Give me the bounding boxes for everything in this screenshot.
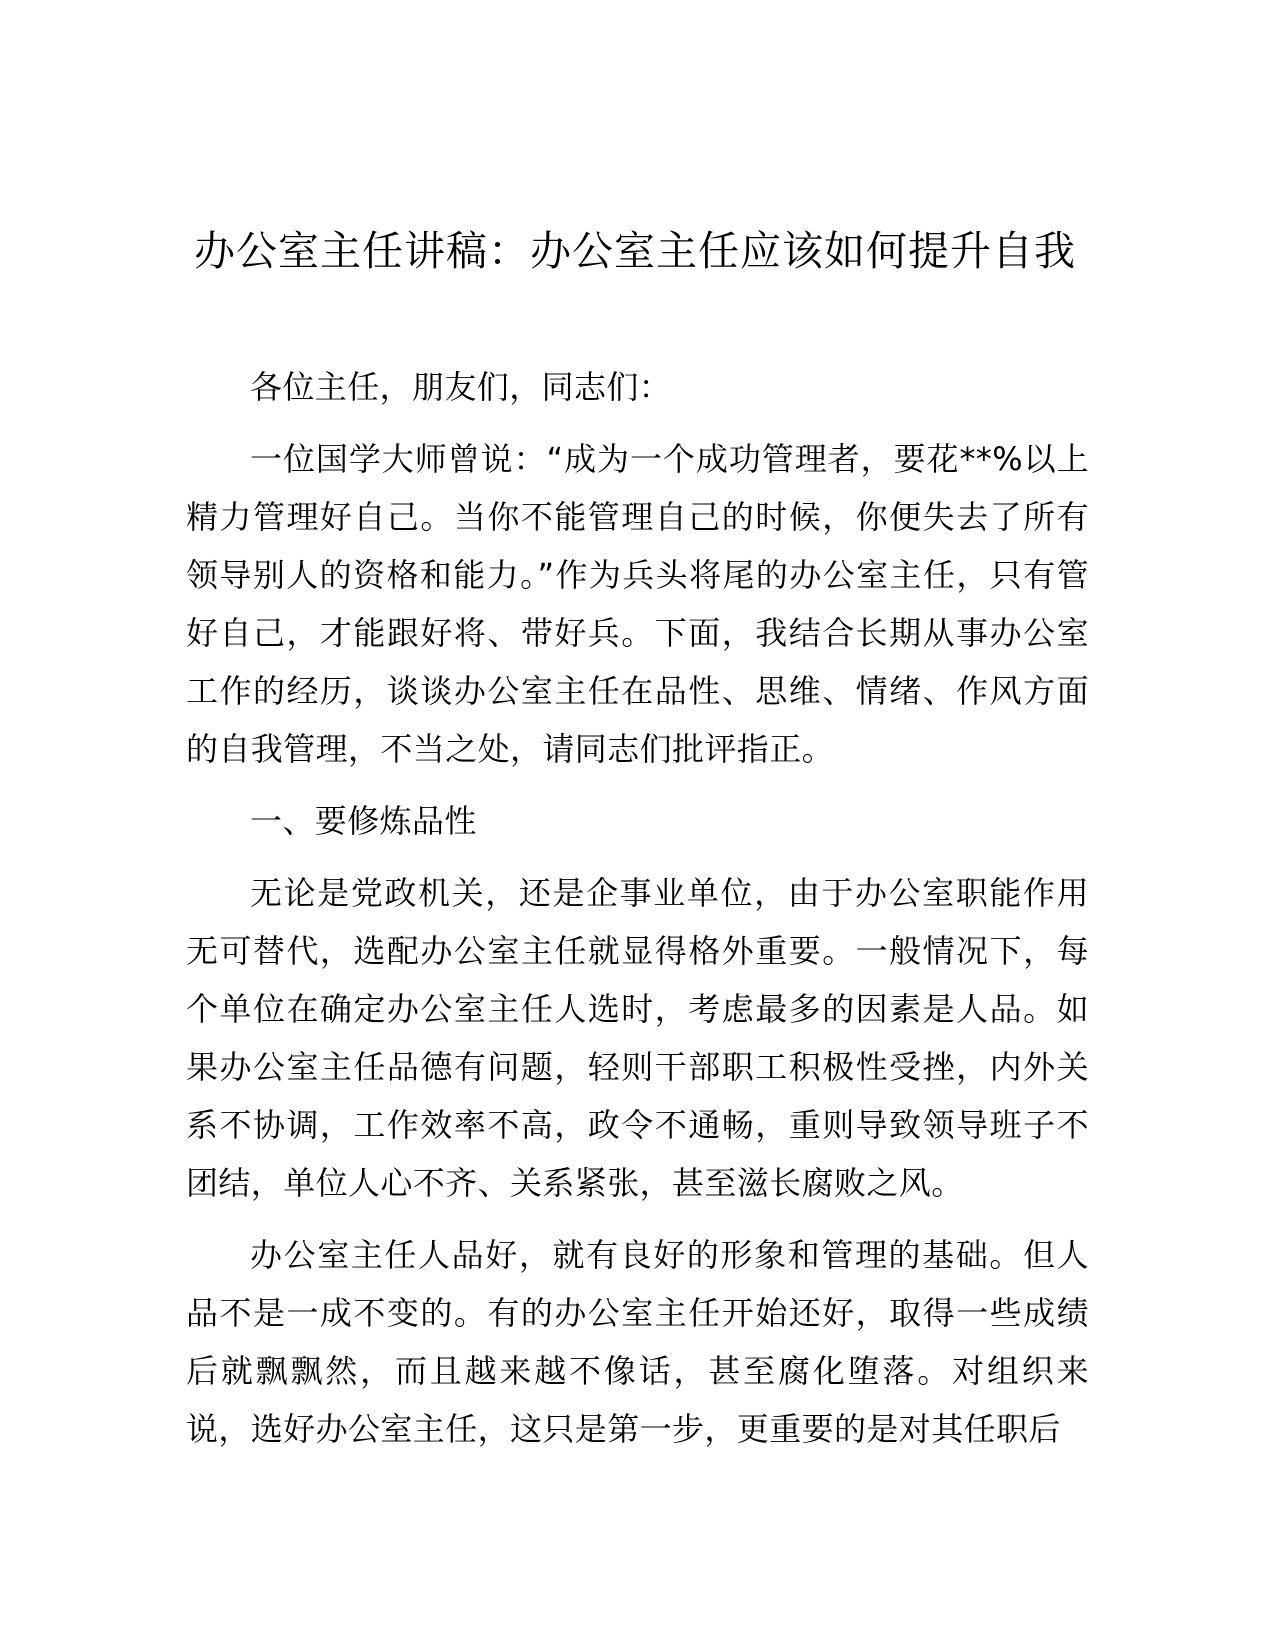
paragraph-salutation: 各位主任，朋友们，同志们： xyxy=(250,368,672,406)
paragraph-introduction: 一位国学大师曾说：“成为一个成功管理者，要花**%以上精力管理好自己。当你不能管理自己的时候，你便失去了所有领导别人的资格和能力。”作为兵头将尾的办公室主任，只有管好自己，才能跟好将、带好兵。下面，我结合长期从事办公室工作的经历，谈谈办公室主任在品性、思维、情绪、作风方面的自我管理，不当之处，请同志们批评指正。 xyxy=(186,440,1089,768)
paragraph-body: 办公室主任人品好，就有良好的形象和管理的基础。但人品不是一成不变的。有的办公室主任开始还好，取得一些成绩后就飘飘然，而且越来越不像话，甚至腐化堕落。对组织来说，选好办公室主任，这只是第一步，更重要的是对其任职后 xyxy=(186,1236,1089,1448)
document-body xyxy=(186,358,1089,1472)
document-title: 办公室主任讲稿：办公室主任应该如何提升自我 xyxy=(194,227,1076,275)
section-heading: 一、要修炼品性 xyxy=(250,802,477,840)
paragraph-body: 无论是党政机关，还是企事业单位，由于办公室职能作用无可替代，选配办公室主任就显得格外重要。一般情况下，每个单位在确定办公室主任人选时，考虑最多的因素是人品。如果办公室主任品德有问题，轻则干部职工积极性受挫，内外关系不协调，工作效率不高，政令不通畅，重则导致领导班子不团结，单位人心不齐、关系紧张，甚至滋长腐败之风。 xyxy=(186,874,1089,1202)
